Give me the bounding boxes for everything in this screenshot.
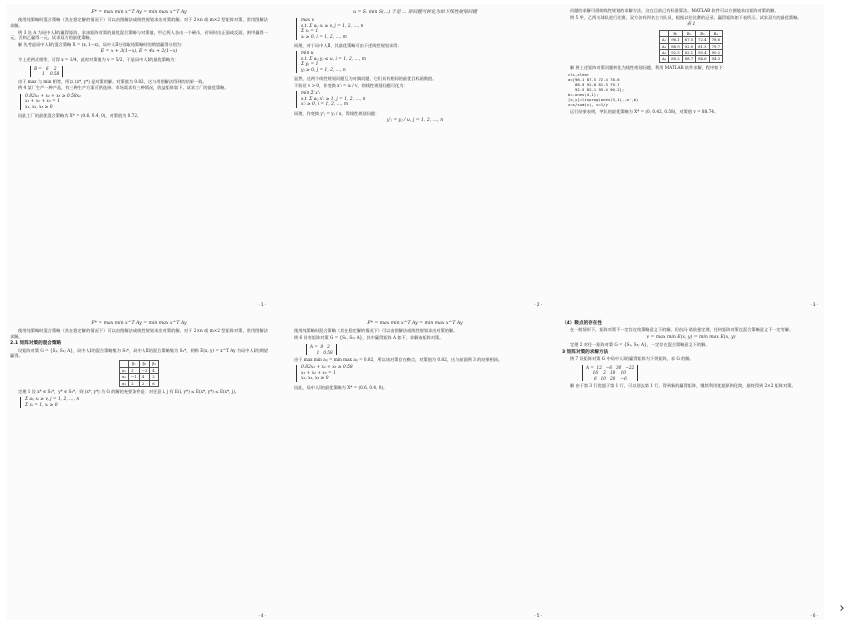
table-cell: 6 <box>150 380 159 386</box>
table-header-cell: B₄ <box>709 30 722 36</box>
equation-system <box>20 397 268 408</box>
page-number: · 6 · <box>810 612 818 618</box>
paragraph: 解 先考虑局中人Ⅰ的混合策略 X = (x, 1−x)，局中人Ⅱ分别取纯策略时的期望赢得分别为： <box>18 42 186 48</box>
payoff-table <box>659 30 723 63</box>
table-cell: 3 <box>129 367 140 373</box>
system-row: yⱼ ≥ 0, j = 1, 2, …, n <box>301 67 346 73</box>
page-number: · 2 · <box>534 301 542 307</box>
page-number: · 1 · <box>258 301 266 307</box>
equation-system <box>296 365 544 381</box>
paragraph: 使用纯策略时混合策略（其在稳定解的情况下）可以由图解法或线性规划求出对策的解。对于 2×n 或 m×2 型矩阵对策，常用图解法求解。 <box>10 17 268 28</box>
system-row: x'ᵢ ≥ 0, i = 1, 2, …, m <box>301 102 349 108</box>
page-3 <box>558 4 824 309</box>
section-heading: （4）鞍点的存在性 <box>562 321 602 326</box>
code-block: clc,clear a=[96.1 87.5 72.4 78.6 88.9 92.0 81.3 79.7 92.5 82.1 95.4 90.2]; b=-ones(4,1); [x,y]=linprog(ones(3,1),-a',b) x=x/sum(x), v=1/y <box>568 72 639 108</box>
table-cell: 4 <box>139 374 150 380</box>
table-cell: 94.3 <box>709 56 722 62</box>
matrix-row: 1 0.58 <box>34 71 60 77</box>
system-row: s.t. Σ aᵢⱼ xᵢ ≥ v, j = 1, 2, …, n <box>301 23 364 29</box>
table-cell: α₃ <box>119 380 128 386</box>
equation: y'ⱼ = yⱼ / u, j = 1, 2, …, n <box>386 118 444 123</box>
paragraph: 因此，局中人Ⅰ的最优策略为 X* = (0.6, 0.4, 0)。 <box>294 384 388 390</box>
table-cell: A₁ <box>659 37 668 43</box>
system-row: xᵢ ≥ 0, i = 1, 2, …, m <box>301 34 347 40</box>
paragraph: 例 3 设 A 为局中人Ⅰ的赢得矩阵，求该矩阵对策的最优混合策略与对策值。甲乙两人各出一个硬币，若同时出正面或反面，则甲赢得一元，否则乙赢得一元。试求双方的最优策略。 <box>10 29 268 41</box>
table-cell: A₄ <box>659 56 668 62</box>
table-cell: 88.7 <box>682 56 695 62</box>
paragraph: 显然，这两个线性规划问题互为对偶问题，它们具有相同的最优目标函数值。 <box>294 76 437 82</box>
page-1 <box>6 4 272 309</box>
table-cell: −2 <box>139 367 150 373</box>
table-cell: 2 <box>129 380 140 386</box>
table-cell: α₂ <box>119 374 128 380</box>
paragraph: 在一般情形下，矩阵对策不一定存在纯策略意义下的解。但由冯·诺依曼定理，任何矩阵对策在混合策略意义下一定有解。 <box>570 327 794 333</box>
equation-system <box>296 91 544 107</box>
table-header-cell: β₁ <box>129 361 140 367</box>
page-6 <box>558 315 824 620</box>
page-header-formula: F* = max min x^T Ay = min max x^T Ay <box>91 10 187 15</box>
system-row: 0.82x₁ + x₂ + x₃ ≥ 0.58 <box>301 365 353 371</box>
table-cell: α₁ <box>119 367 128 373</box>
table-cell: A₃ <box>659 49 668 55</box>
system-row: x₁, x₂, x₃ ≥ 0 <box>25 104 53 110</box>
table-cell: 92.0 <box>682 43 695 49</box>
equation: E = x + 3(1−x), E = 4x + 2(1−x) <box>100 49 178 55</box>
table-cell: 84.6 <box>696 56 709 62</box>
table-cell: 88.9 <box>669 43 682 49</box>
section-heading: 2.1 矩阵对策的混合策略 <box>10 341 62 347</box>
matrix-row: A = 12 −6 30 −22 <box>586 364 635 370</box>
paragraph: 由于 max min aᵢⱼ = min max aᵢⱼ = 0.82，所以该对策存在鞍点，对策值为 0.82，这与前面例 3 的结果相同。 <box>294 357 503 363</box>
matrix <box>30 66 63 77</box>
table-row <box>659 56 722 62</box>
table-header-cell: B₂ <box>682 30 695 36</box>
page-header-formula: u = S. min S(...) 于是 ... 原问题可转化为如下线性规划问题 <box>353 10 477 15</box>
payoff-table <box>119 360 159 387</box>
table-header-cell: B₃ <box>696 30 709 36</box>
table-header-cell: β₃ <box>150 361 159 367</box>
page-number: · 4 · <box>258 612 266 618</box>
system-row: x₁ + x₂ + x₃ = 1 <box>301 370 336 376</box>
equation: v = max min E(x, y) = min max E(x, y) <box>646 334 736 340</box>
table-cell: 82.1 <box>682 49 695 55</box>
system-row: s.t. Σ aᵢⱼ x'ᵢ ≥ 1, j = 1, 2, …, n <box>301 96 366 102</box>
paragraph: 不妨设 v > 0，作变换 x'ᵢ = xᵢ / v，则线性规划问题可化为： <box>294 82 408 88</box>
document-spread <box>6 4 824 620</box>
page-number: · 5 · <box>534 612 542 618</box>
chevron-right-icon[interactable]: › <box>839 601 845 616</box>
page-header-formula: F* = max min x^T Ay = min max x^T Ay <box>91 321 187 326</box>
equation-system <box>296 51 544 73</box>
paragraph: 因此工厂的最优混合策略为 X* = (0.6, 0.4, 0)，对策值为 0.72。 <box>18 113 142 119</box>
page-number: · 3 · <box>810 301 818 307</box>
paragraph: 令上述两式相等，可得 x = 1/4，此时对策值为 v = 5/2，于是局中人Ⅰ的最优策略为： <box>18 56 179 62</box>
matrix-row: 16 2 18 10 <box>586 370 626 376</box>
system-row: Σ xᵢ = 1, xᵢ ≥ 0 <box>25 402 58 408</box>
table-cell: 92.5 <box>669 49 682 55</box>
table-cell: A₂ <box>659 43 668 49</box>
paragraph: 运行结果表明，甲队的最优策略为 X* = (0, 0.42, 0.58)，对策值 v = 88.74。 <box>570 109 719 115</box>
paragraph: 使用纯策略时混合策略（其在稳定解的情况下）可以由图解法或线性规划求出对策的解。对于 2×n 或 m×2 型矩阵对策，常用图解法求解。 <box>10 328 268 339</box>
table-cell: 79.7 <box>709 43 722 49</box>
system-row: Σ yⱼ = 1 <box>301 62 319 68</box>
table-header-cell: B₁ <box>669 30 682 36</box>
page-5 <box>282 315 548 620</box>
matrix-row: B = 6 2 <box>34 65 57 71</box>
paragraph: 设矩阵对策 G = {S₁, S₂; A}，局中人Ⅰ的混合策略集为 S₁*，局中人Ⅱ的混合策略集为 S₂*，则称 E(x, y) = x^T Ay 为局中人Ⅰ的期望赢得。 <box>10 347 268 359</box>
table-caption: 表 1 <box>686 22 696 28</box>
table-cell: 2 <box>139 380 150 386</box>
system-row: 0.82x₁ + x₂ + x₃ ≥ 0.58x₁ <box>25 93 81 99</box>
paragraph: 例 7 设矩阵对策 G 中局中人Ⅰ的赢得矩阵为下列矩阵，求 G 的解。 <box>570 356 694 362</box>
table-cell: 81.3 <box>696 43 709 49</box>
equation-system <box>20 94 268 110</box>
system-row: min u <box>301 51 314 57</box>
table-cell: 72.4 <box>696 37 709 43</box>
system-row: Σ xᵢ = 1 <box>301 29 319 35</box>
table-cell: 4 <box>150 367 159 373</box>
paragraph: 例 4 某厂生产一种产品，有三种生产方案可供选择，市场需求有三种情况，收益矩阵如下。试求工厂的最优策略。 <box>18 85 229 91</box>
paragraph: 定理 2 对任一矩阵对策 G = {S₁, S₂; A}，一定存在混合策略意义下的解。 <box>570 342 710 348</box>
paragraph: 同理，作变换 y'ⱼ = yⱼ / u，得线性规划问题： <box>294 110 380 116</box>
paragraph: 定理 1 设 x* ∈ S₁*，y* ∈ S₂*，则 (x*, y*) 为 G 的解的充要条件是：对任意 i, j 有 E(i, y*) ≤ E(x*, y*) ≤ E(x*, j)。 <box>18 389 239 395</box>
table-cell: 90.2 <box>709 49 722 55</box>
matrix-row: A = 8 2 <box>310 344 330 350</box>
matrix-row: 6 10 20 −6 <box>586 375 627 381</box>
table-cell: 80.2 <box>669 56 682 62</box>
table-row <box>119 380 158 386</box>
page-4 <box>6 315 272 620</box>
system-row: max v <box>301 18 315 24</box>
paragraph: 使用纯策略时混合策略（其在稳定解的情况下）可以由图解法或线性规划求出对策的解。 <box>294 328 458 334</box>
table-cell: 78.6 <box>709 37 722 43</box>
paragraph: 同理，对于局中人Ⅱ，其最优策略可由下述线性规划求得： <box>294 43 402 49</box>
table-cell: 87.5 <box>682 37 695 43</box>
table-cell: 96.1 <box>669 37 682 43</box>
table-cell: 95.4 <box>696 49 709 55</box>
page-2 <box>282 4 548 309</box>
paragraph: 解 将上述矩阵对策问题转化为线性规划问题，利用 MATLAB 软件求解，程序如下： <box>570 64 727 70</box>
paragraph: 由于 max 与 min 相等，所以 (x*, y*) 是对策的解。对策值为 0.82，这与用图解法得到的结果一致。 <box>18 78 207 84</box>
system-row: s.t. Σ aᵢⱼ yⱼ ≤ u, i = 1, 2, …, m <box>301 56 366 62</box>
matrix <box>582 365 638 381</box>
system-row: x₁ + x₂ + x₃ = 1 <box>25 99 60 105</box>
equation-system <box>296 18 544 40</box>
system-row: x₁, x₂, x₃ ≥ 0 <box>301 376 329 382</box>
paragraph: 例 6 设有矩阵对策 G = {S₁, S₂; A}，其中赢得矩阵 A 如下，求解该矩阵对策。 <box>294 335 444 341</box>
system-row: Σ aᵢⱼ xᵢ ≥ v, j = 1, 2, …, n <box>25 397 80 403</box>
matrix <box>306 344 337 355</box>
system-row: min Σ x'ᵢ <box>301 91 320 97</box>
table-cell: 2 <box>150 374 159 380</box>
paragraph: 解 由于第 3 行优超于第 1 行，可以划去第 1 行，得到新的赢得矩阵，继续利用优超原则化简，最终得到 2×2 矩阵对策。 <box>570 383 796 389</box>
paragraph: 例 5 甲、乙两支球队进行比赛，双方各有四名主力队员，根据以往比赛的记录，赢得矩阵如下表所示。试求双方的最优策略。 <box>570 14 802 20</box>
page-header-formula: F* = max min x^T Ay = min max x^T Ay <box>367 321 463 326</box>
table-header-cell: β₂ <box>139 361 150 367</box>
matrix-row: 1 0.58 <box>310 349 333 355</box>
section-heading: 3 矩阵对策的求解方法 <box>562 349 609 355</box>
paragraph: 问题的求解可借助线性规划的求解方法，这在目前已有标准算法。MATLAB 软件可以方便地求出矩阵对策的解。 <box>570 8 779 13</box>
table-cell: −1 <box>129 374 140 380</box>
